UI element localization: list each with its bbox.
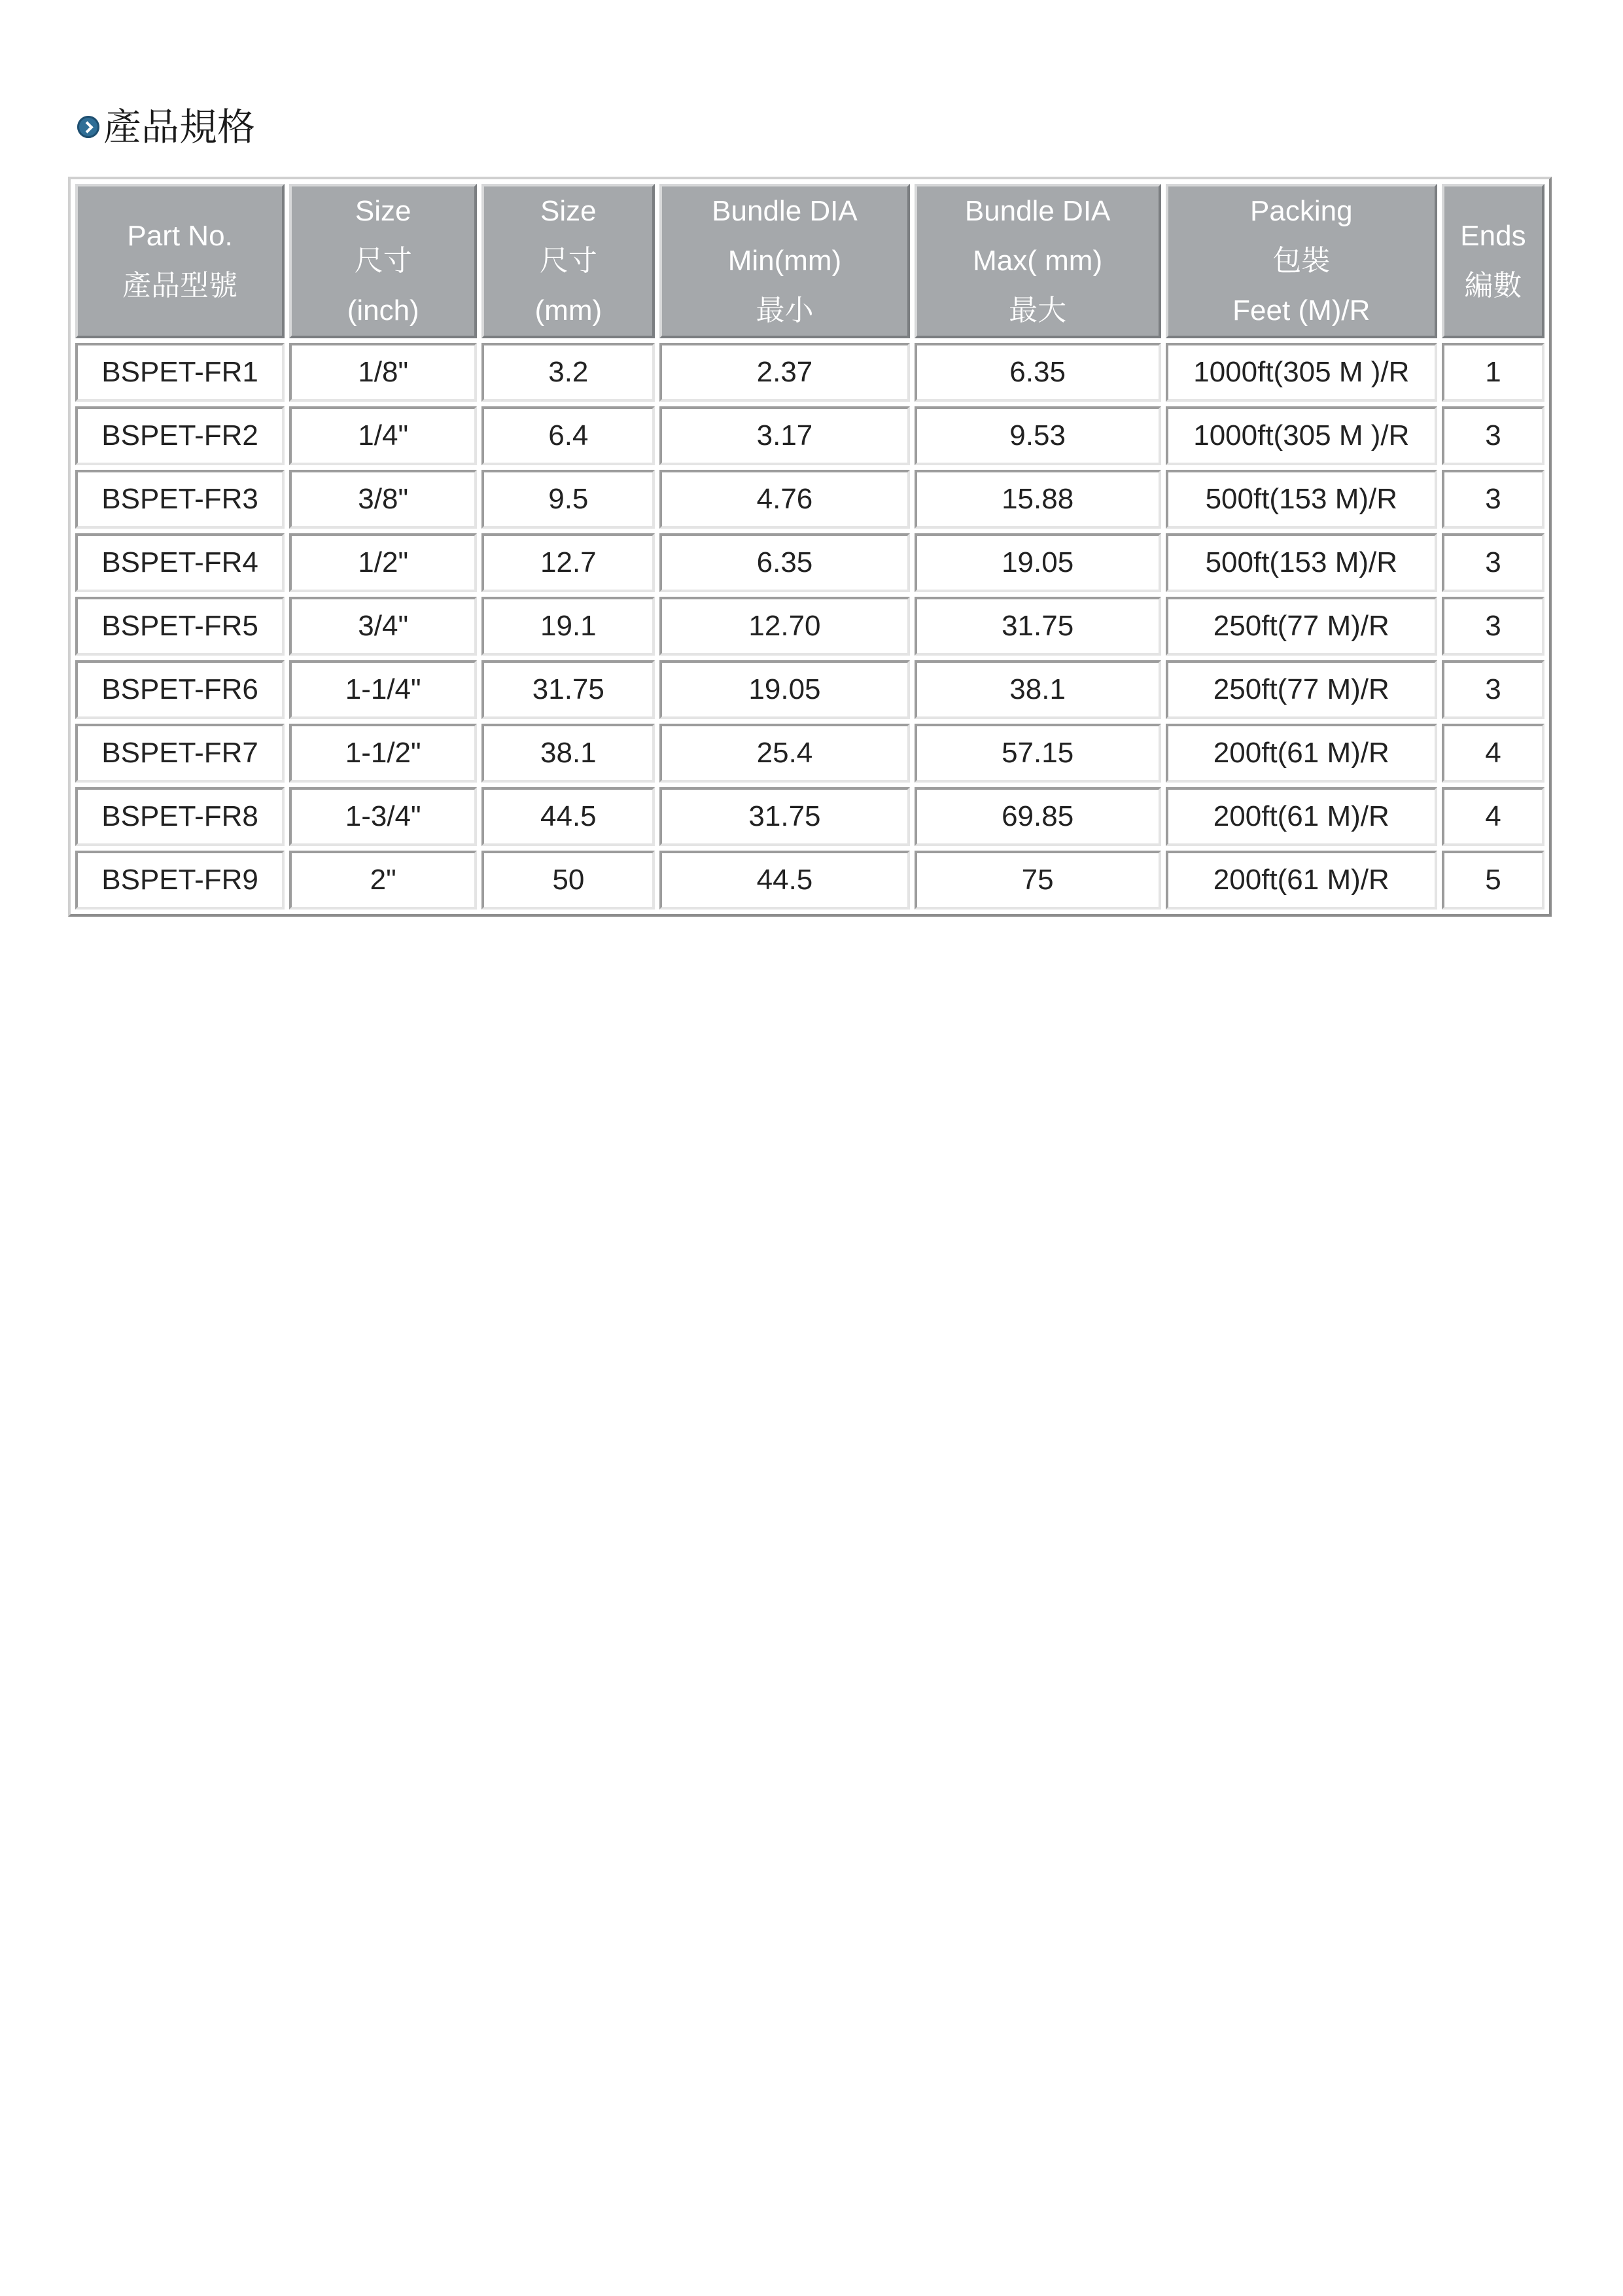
cell-part-no: BSPET-FR7 <box>75 724 285 783</box>
cell-bundle-min: 2.37 <box>659 343 909 402</box>
cell-size-mm: 19.1 <box>481 597 655 656</box>
cell-size-inch: 1/8" <box>289 343 477 402</box>
section-heading <box>77 99 255 154</box>
cell-size-mm: 12.7 <box>481 533 655 592</box>
cell-size-inch: 1-3/4" <box>289 787 477 846</box>
cell-bundle-max: 19.05 <box>915 533 1161 592</box>
cell-ends: 1 <box>1442 343 1544 402</box>
cell-size-mm: 50 <box>481 851 655 910</box>
cell-bundle-min: 4.76 <box>659 470 909 529</box>
product-spec-table <box>68 177 1552 917</box>
section-title: 產品規格 <box>103 105 256 149</box>
cell-part-no: BSPET-FR6 <box>75 660 285 719</box>
header-size-inch: Size 尺寸 (inch) <box>289 184 477 338</box>
cell-size-mm: 31.75 <box>481 660 655 719</box>
cell-ends: 3 <box>1442 660 1544 719</box>
cell-part-no: BSPET-FR8 <box>75 787 285 846</box>
cell-bundle-min: 3.17 <box>659 406 909 465</box>
table-row <box>75 533 1544 592</box>
header-part-no: Part No. 產品型號 <box>75 184 285 338</box>
cell-ends: 4 <box>1442 787 1544 846</box>
cell-bundle-min: 19.05 <box>659 660 909 719</box>
cell-bundle-max: 6.35 <box>915 343 1161 402</box>
cell-part-no: BSPET-FR2 <box>75 406 285 465</box>
table-row <box>75 597 1544 656</box>
cell-bundle-max: 38.1 <box>915 660 1161 719</box>
cell-bundle-max: 57.15 <box>915 724 1161 783</box>
chevron-right-circle-icon <box>77 116 99 138</box>
cell-ends: 5 <box>1442 851 1544 910</box>
cell-ends: 3 <box>1442 470 1544 529</box>
cell-packing: 500ft(153 M)/R <box>1166 533 1437 592</box>
cell-part-no: BSPET-FR3 <box>75 470 285 529</box>
cell-bundle-max: 69.85 <box>915 787 1161 846</box>
cell-ends: 4 <box>1442 724 1544 783</box>
cell-packing: 250ft(77 M)/R <box>1166 597 1437 656</box>
header-ends: Ends 編數 <box>1442 184 1544 338</box>
table-row <box>75 406 1544 465</box>
cell-part-no: BSPET-FR4 <box>75 533 285 592</box>
table-header-row <box>75 184 1544 338</box>
cell-bundle-max: 15.88 <box>915 470 1161 529</box>
table-row <box>75 470 1544 529</box>
cell-packing: 250ft(77 M)/R <box>1166 660 1437 719</box>
cell-size-mm: 3.2 <box>481 343 655 402</box>
table-row <box>75 343 1544 402</box>
table-row <box>75 660 1544 719</box>
cell-size-inch: 1-1/4" <box>289 660 477 719</box>
cell-part-no: BSPET-FR9 <box>75 851 285 910</box>
cell-packing: 1000ft(305 M )/R <box>1166 343 1437 402</box>
cell-size-mm: 38.1 <box>481 724 655 783</box>
cell-ends: 3 <box>1442 406 1544 465</box>
cell-bundle-max: 9.53 <box>915 406 1161 465</box>
cell-bundle-min: 12.70 <box>659 597 909 656</box>
cell-size-mm: 6.4 <box>481 406 655 465</box>
table-row <box>75 787 1544 846</box>
cell-bundle-min: 44.5 <box>659 851 909 910</box>
cell-bundle-min: 31.75 <box>659 787 909 846</box>
header-bundle-dia-max: Bundle DIA Max( mm) 最大 <box>915 184 1161 338</box>
cell-bundle-min: 25.4 <box>659 724 909 783</box>
header-bundle-dia-min: Bundle DIA Min(mm) 最小 <box>659 184 909 338</box>
cell-size-mm: 44.5 <box>481 787 655 846</box>
cell-packing: 500ft(153 M)/R <box>1166 470 1437 529</box>
cell-packing: 200ft(61 M)/R <box>1166 851 1437 910</box>
cell-size-inch: 3/4" <box>289 597 477 656</box>
header-size-mm: Size 尺寸 (mm) <box>481 184 655 338</box>
cell-packing: 200ft(61 M)/R <box>1166 787 1437 846</box>
cell-bundle-max: 31.75 <box>915 597 1161 656</box>
cell-part-no: BSPET-FR5 <box>75 597 285 656</box>
cell-bundle-max: 75 <box>915 851 1161 910</box>
cell-ends: 3 <box>1442 597 1544 656</box>
cell-size-inch: 1-1/2" <box>289 724 477 783</box>
cell-packing: 1000ft(305 M )/R <box>1166 406 1437 465</box>
cell-ends: 3 <box>1442 533 1544 592</box>
cell-packing: 200ft(61 M)/R <box>1166 724 1437 783</box>
table-row <box>75 851 1544 910</box>
cell-size-inch: 1/4" <box>289 406 477 465</box>
cell-part-no: BSPET-FR1 <box>75 343 285 402</box>
table-row <box>75 724 1544 783</box>
cell-size-mm: 9.5 <box>481 470 655 529</box>
cell-size-inch: 1/2" <box>289 533 477 592</box>
cell-size-inch: 2" <box>289 851 477 910</box>
header-packing: Packing 包裝 Feet (M)/R <box>1166 184 1437 338</box>
cell-size-inch: 3/8" <box>289 470 477 529</box>
cell-bundle-min: 6.35 <box>659 533 909 592</box>
